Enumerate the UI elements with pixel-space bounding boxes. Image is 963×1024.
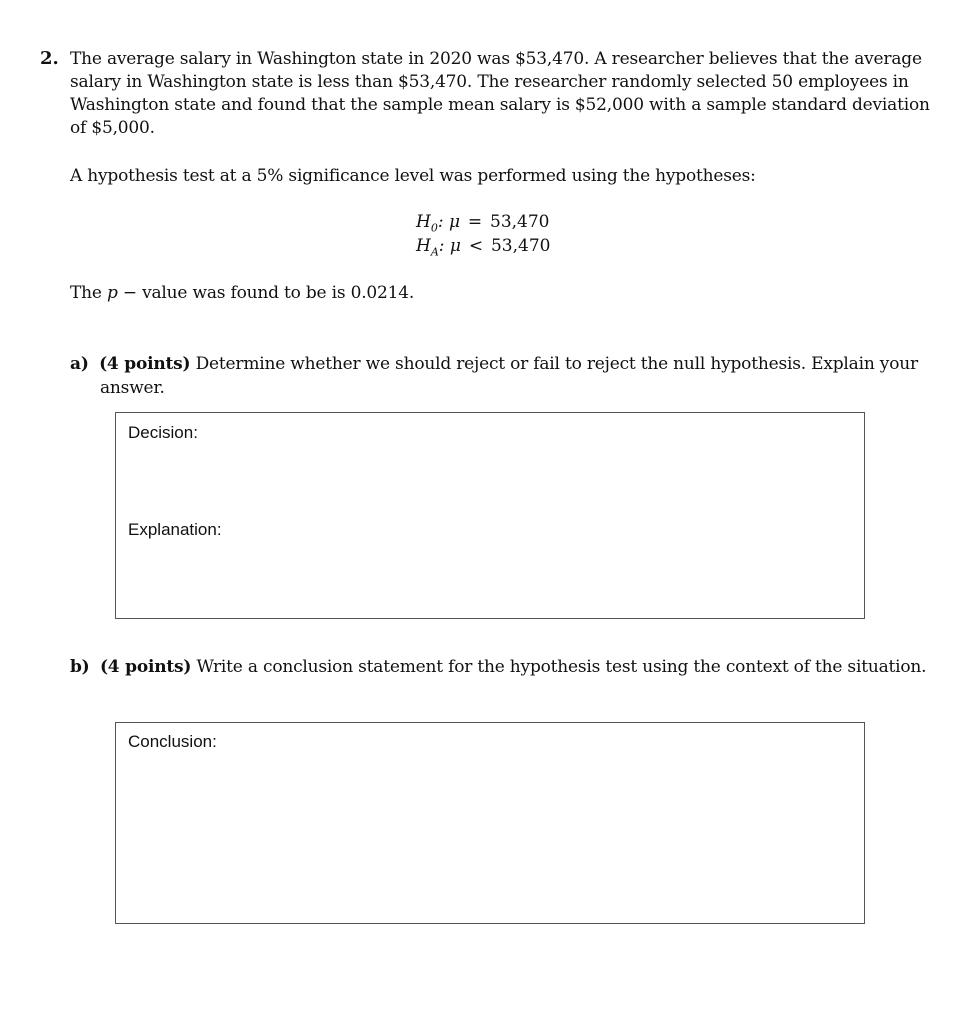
part-a-text: Determine whether we should reject or fail to reject the null hypothesis. Explain your bbox=[195, 354, 918, 374]
part-b-prompt bbox=[70, 657, 950, 677]
null-hypothesis: $H_0$: μ = 53,470 bbox=[416, 212, 550, 235]
part-a-continuation: answer. bbox=[100, 378, 165, 398]
part-b-answer-box[interactable] bbox=[115, 722, 865, 924]
part-a-points: (4 points) bbox=[99, 354, 191, 374]
question-number: 2. bbox=[40, 48, 59, 69]
part-a-prompt bbox=[70, 352, 940, 400]
null-relation: = bbox=[467, 212, 483, 232]
alt-relation: < bbox=[468, 236, 484, 256]
alternative-hypothesis: $H_A$: μ < 53,470 bbox=[416, 236, 551, 259]
part-a-answer-box[interactable] bbox=[115, 412, 865, 619]
part-b-text: Write a conclusion statement for the hypothesis test using the context of the situation. bbox=[196, 657, 927, 677]
part-b-points: (4 points) bbox=[99, 657, 192, 677]
part-a-label: a) bbox=[70, 354, 89, 374]
null-value: 53,470 bbox=[490, 212, 550, 232]
explanation-label: Explanation: bbox=[128, 520, 222, 539]
decision-label: Decision: bbox=[128, 423, 198, 442]
hypothesis-intro: A hypothesis test at a 5% significance level was performed using the hypotheses: bbox=[70, 166, 756, 186]
question-text: The average salary in Washington state in 2020 was $53,470. A researcher believes that the average salary in Washington state is less than $53,470. The researcher randomly selected 50 employees in Washington state and found that the sample mean salary is $52,000 with a sample standard deviation of $5,000. bbox=[70, 49, 930, 138]
alt-value: 53,470 bbox=[490, 236, 551, 256]
conclusion-label: Conclusion: bbox=[128, 732, 217, 751]
part-b-label: b) bbox=[70, 657, 90, 677]
pvalue-statement: The p − value was found to be is 0.0214. bbox=[70, 283, 415, 303]
